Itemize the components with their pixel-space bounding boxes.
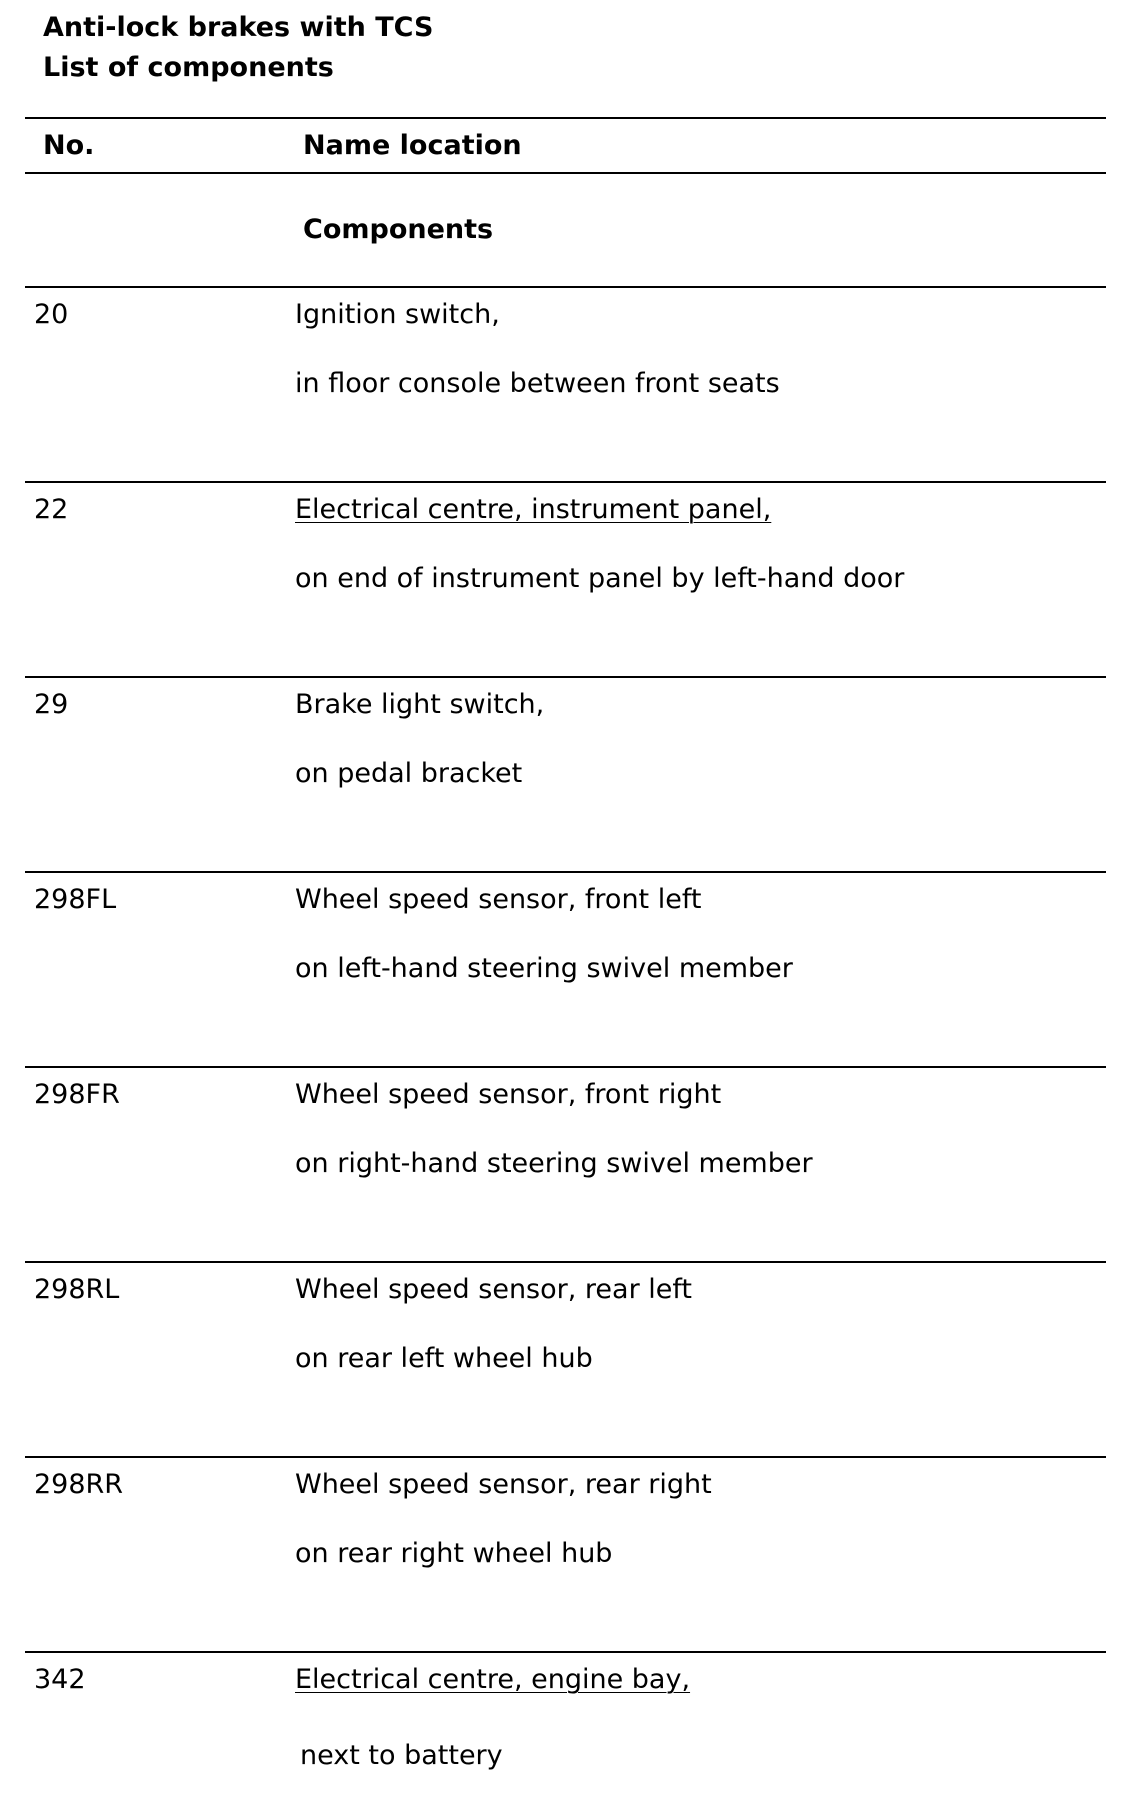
component-location: on end of instrument panel by left-hand door	[295, 563, 905, 594]
row-divider	[25, 481, 1106, 483]
section-label-components: Components	[303, 214, 494, 245]
component-location: on pedal bracket	[295, 758, 523, 789]
row-divider	[25, 676, 1106, 678]
row-divider	[25, 286, 1106, 288]
component-name: Wheel speed sensor, rear left	[295, 1274, 692, 1305]
row-number: 298RR	[34, 1469, 124, 1500]
component-location: on rear left wheel hub	[295, 1343, 593, 1374]
row-divider	[25, 1261, 1106, 1263]
header-top-rule	[25, 117, 1106, 119]
component-location: in floor console between front seats	[295, 368, 780, 399]
column-header-no: No.	[43, 130, 95, 161]
row-divider	[25, 1066, 1106, 1068]
header-bottom-rule	[25, 172, 1106, 174]
title-line-2: List of components	[43, 52, 334, 83]
row-number: 342	[34, 1664, 86, 1695]
component-name-link[interactable]: Electrical centre, instrument panel,	[295, 494, 772, 525]
document-title	[43, 8, 433, 88]
column-header-name-location: Name location	[303, 130, 522, 161]
row-number: 298RL	[34, 1274, 120, 1305]
component-name: Wheel speed sensor, front left	[295, 884, 702, 915]
component-location: on right-hand steering swivel member	[295, 1148, 813, 1179]
row-number: 29	[34, 689, 69, 720]
component-location: on rear right wheel hub	[295, 1538, 613, 1569]
title-line-1: Anti-lock brakes with TCS	[43, 12, 434, 43]
row-divider	[25, 1456, 1106, 1458]
component-name: Wheel speed sensor, rear right	[295, 1469, 712, 1500]
row-divider	[25, 1651, 1106, 1653]
row-number: 20	[34, 299, 69, 330]
component-name: Wheel speed sensor, front right	[295, 1079, 722, 1110]
component-name: Brake light switch,	[295, 689, 545, 720]
row-number: 22	[34, 494, 69, 525]
row-number: 298FR	[34, 1079, 120, 1110]
row-divider	[25, 871, 1106, 873]
row-number: 298FL	[34, 884, 117, 915]
component-name-link[interactable]: Electrical centre, engine bay,	[295, 1664, 691, 1695]
component-location: on left-hand steering swivel member	[295, 953, 793, 984]
component-location: next to battery	[300, 1740, 503, 1771]
component-name: Ignition switch,	[295, 299, 500, 330]
